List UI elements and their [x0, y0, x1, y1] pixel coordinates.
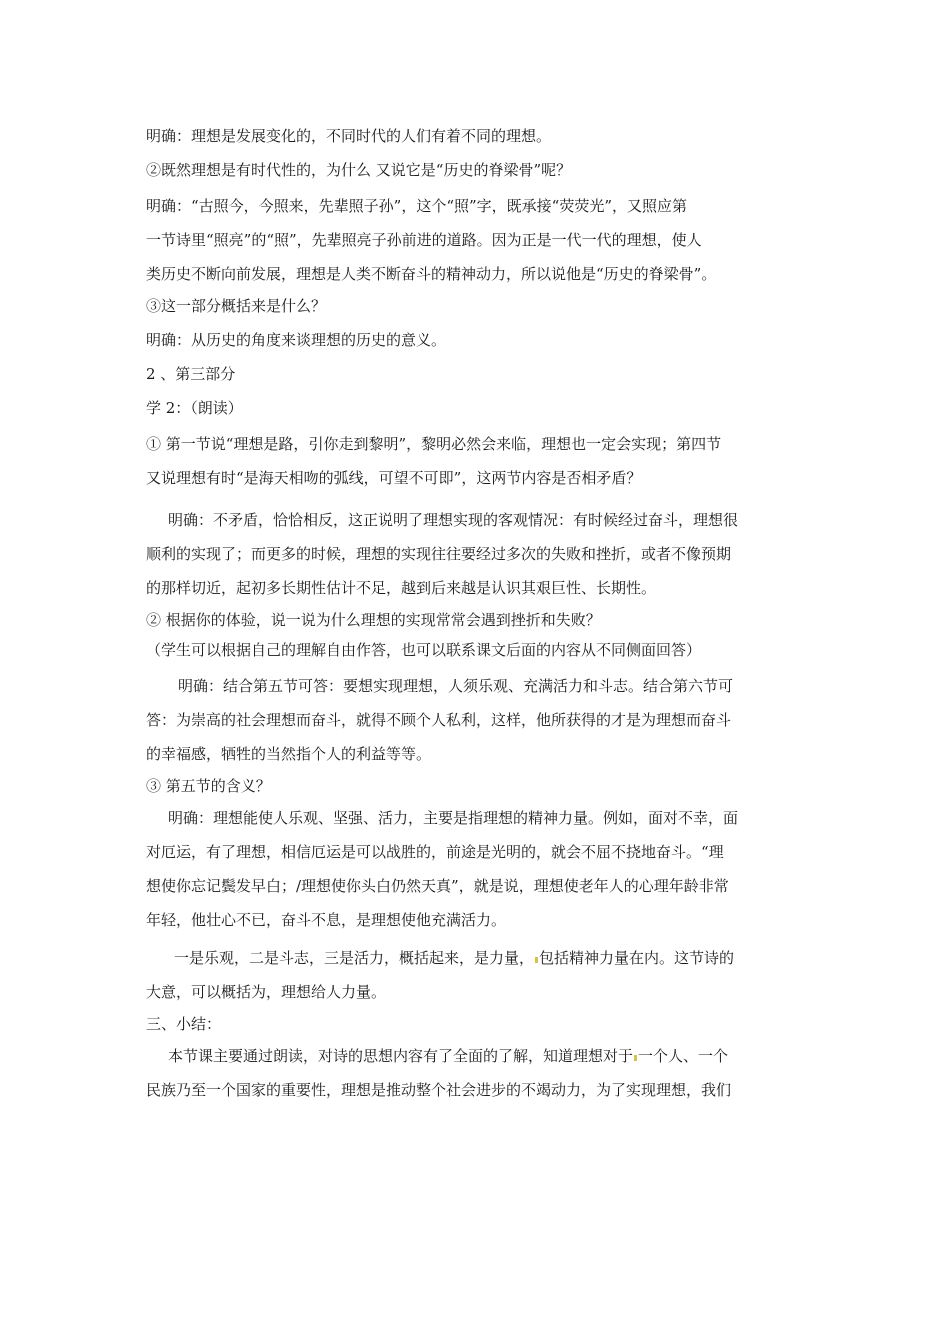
paragraph-text: 明确：从历史的角度来谈理想的历史的意义。 [146, 331, 447, 349]
question-text: ②既然理想是有时代性的，为什么 又说它是“历史的脊梁骨”呢？ [146, 161, 572, 179]
highlight-marker [535, 957, 538, 963]
section-heading: 学 2：（朗读） [146, 399, 243, 417]
paragraph-text: 类历史不断向前发展，理想是人类不断奋斗的精神动力，所以说他是“历史的脊梁骨”。 [146, 265, 717, 283]
paragraph-text: 的幸福感，牺牲的当然指个人的利益等等。 [146, 745, 432, 763]
paragraph-text: 明确：理想能使人乐观、坚强、活力，主要是指理想的精神力量。例如，面对不幸，面 [168, 809, 739, 827]
highlight-marker [634, 1055, 637, 1061]
text-segment: 包括精神力量在内。这节诗的 [539, 949, 735, 967]
question-text: ② 根据你的体验，说一说为什么理想的实现常常会遇到挫折和失败？ [146, 611, 601, 629]
paragraph-text: 明确：结合第五节可答：要想实现理想，人须乐观、充满活力和斗志。结合第六节可 [178, 677, 734, 695]
paragraph-text: 想使你忘记鬓发早白；/理想使你头白仍然天真”，就是说，理想使老年人的心理年龄非常 [146, 877, 729, 895]
document-body [146, 121, 810, 1107]
question-text: ① 第一节说“理想是路，引你走到黎明”，黎明必然会来临，理想也一定会实现；第四节 [146, 435, 722, 453]
section-heading: 三、小结： [146, 1015, 222, 1033]
paragraph-text: 对厄运，有了理想，相信厄运是可以战胜的，前途是光明的，就会不屈不挠地奋斗。“理 [146, 843, 724, 861]
question-text: ③ 第五节的含义？ [146, 777, 271, 795]
paragraph-text: 大意，可以概括为，理想给人力量。 [146, 983, 387, 1001]
paragraph-text: 明确：理想是发展变化的，不同时代的人们有着不同的理想。 [146, 127, 552, 145]
paragraph-text [146, 1039, 810, 1073]
section-heading: 2 、第三部分 [146, 365, 236, 383]
paragraph-text: 答：为崇高的社会理想而奋斗，就得不顾个人私利，这样，他所获得的才是为理想而奋斗 [146, 711, 732, 729]
paragraph-text: 明确：“古照今，今照来，先辈照子孙”，这个“照”字，既承接“荧荧光”，又照应第 [146, 197, 688, 215]
paragraph-text: 顺利的实现了；而更多的时候，理想的实现往往要经过多次的失败和挫折，或者不像预期 [146, 545, 732, 563]
paragraph-text: 明确：不矛盾，恰恰相反，这正说明了理想实现的客观情况：有时候经过奋斗，理想很 [168, 511, 739, 529]
note-text: （学生可以根据自己的理解自由作答，也可以联系课文后面的内容从不同侧面回答） [146, 641, 702, 659]
paragraph-text [146, 941, 810, 975]
text-segment: 本节课主要通过朗读，对诗的思想内容有了全面的了解，知道理想对于 [168, 1047, 634, 1065]
paragraph-text: 一节诗里“照亮”的“照”，先辈照亮子孙前进的道路。因为正是一代一代的理想，使人 [146, 231, 702, 249]
text-segment: 一是乐观，二是斗志，三是活力，概括起来，是力量， [174, 949, 535, 967]
paragraph-text: 的那样切近，起初多长期性估计不足，越到后来越是认识其艰巨性、长期性。 [146, 579, 657, 597]
paragraph-text: 年轻，他壮心不已，奋斗不息，是理想使他充满活力。 [146, 911, 507, 929]
question-text: ③这一部分概括来是什么？ [146, 297, 327, 315]
paragraph-text: 民族乃至一个国家的重要性，理想是推动整个社会进步的不竭动力，为了实现理想，我们 [146, 1081, 732, 1099]
text-segment: 一个人、一个 [638, 1047, 729, 1065]
question-text: 又说理想有时“是海天相吻的弧线，可望不可即”，这两节内容是否相矛盾？ [146, 469, 642, 487]
